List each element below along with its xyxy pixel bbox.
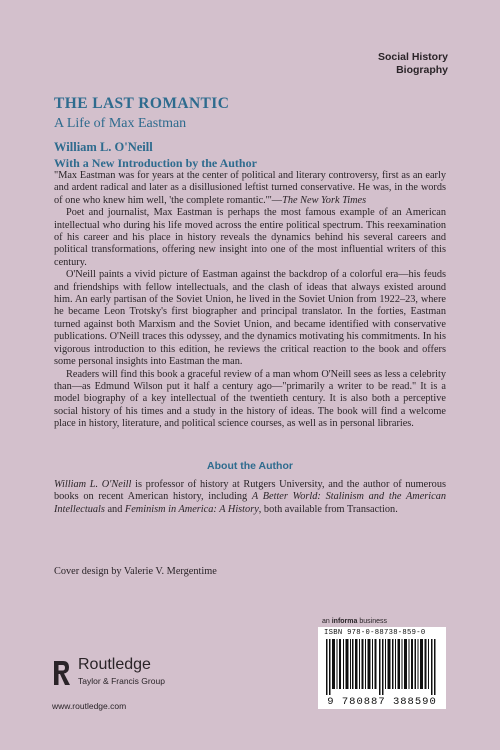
informa-brand: informa (331, 618, 358, 625)
barcode-bars (326, 639, 438, 695)
category-line-2: Biography (396, 64, 448, 76)
review-source: The New York Times (282, 194, 367, 206)
about-text-2: and (104, 503, 125, 515)
book-title-1: A Better World: Stalinism and the American Intellectuals (54, 491, 446, 515)
author-name: William L. O'Neill (54, 140, 153, 154)
about-author-heading: About the Author (207, 460, 293, 472)
informa-prefix: an (322, 618, 332, 625)
publisher-url: www.routledge.com (52, 701, 127, 711)
informa-tagline (322, 618, 387, 625)
cover-credit: Cover design by Valerie V. Mergentime (54, 566, 217, 577)
publisher-name: Routledge (78, 656, 151, 673)
description-paragraph-3: O'Neill paints a vivid picture of Eastman against the backdrop of a colorful era—his feuds and friendships with fellow intellectuals, and the clash of ideas that always existed around him. An early partisan of the Soviet Union, he lived in the Soviet Union from 1922–23, where he became Leon Trotsky's first biographer and principal translator. In the forties, Eastman turned against both Marxism and the Soviet Union, and became identified with conservative publications. O'Neill traces this odyssey, and the dynamics motivating his commitments. In his vigorous introduction to this edition, he reviews the critical reaction to the book and offers some personal insights into Eastman the man. (54, 269, 446, 368)
about-author-name: William L. O'Neill (54, 479, 132, 490)
category-line-1: Social History (377, 51, 448, 63)
about-author-body (54, 479, 446, 516)
book-title: THE LAST ROMANTIC (54, 95, 230, 112)
publisher-group: Taylor & Francis Group (78, 676, 165, 686)
isbn-text: ISBN 978-0-88738-859-0 (324, 629, 426, 637)
routledge-logo-icon (52, 659, 72, 687)
about-text-3: , both available from Transaction. (258, 503, 398, 515)
book-title-2: Feminism in America: A History (124, 503, 259, 515)
review-quote-paragraph (54, 170, 446, 207)
informa-suffix: business (357, 618, 387, 625)
review-quote: "Max Eastman was for years at the center of political and literary controversy, first as an early and ardent radical and later as a disillusioned leftist turned conservative. He was, in the words of one who knew him well, 'the complete romantic.'"— (54, 170, 446, 206)
book-subtitle: A Life of Max Eastman (54, 116, 187, 131)
description-paragraph-4: Readers will find this book a graceful review of a man whom O'Neill sees as less a celebrity than—as Edmund Wilson put it half a century ago—"primarily a writer to be read." It is a model biography of a key intellectual of the twentieth century. It is also both a perceptive social history of his times and a study in the history of ideas. The book will find a welcome place in history, literature, and political science courses, as well as in personal libraries. (54, 368, 446, 430)
description-paragraph-2: Poet and journalist, Max Eastman is perhaps the most famous example of an American intellectual who during his life moved across the entire political spectrum. This reexamination of his career and his place in history reveals the dynamics behind his several careers and political transformations, offering new insight into one of the most influential writers of this century. (54, 207, 446, 268)
barcode-number: 9 780887 388590 (327, 696, 437, 708)
introduction-note: With a New Introduction by the Author (54, 156, 257, 170)
about-author-paragraph (54, 479, 446, 516)
description-body (54, 170, 446, 431)
category-label (378, 51, 448, 77)
about-text-1: is professor of history at Rutgers University, and the author of numerous books on recent American history, including (54, 479, 446, 503)
